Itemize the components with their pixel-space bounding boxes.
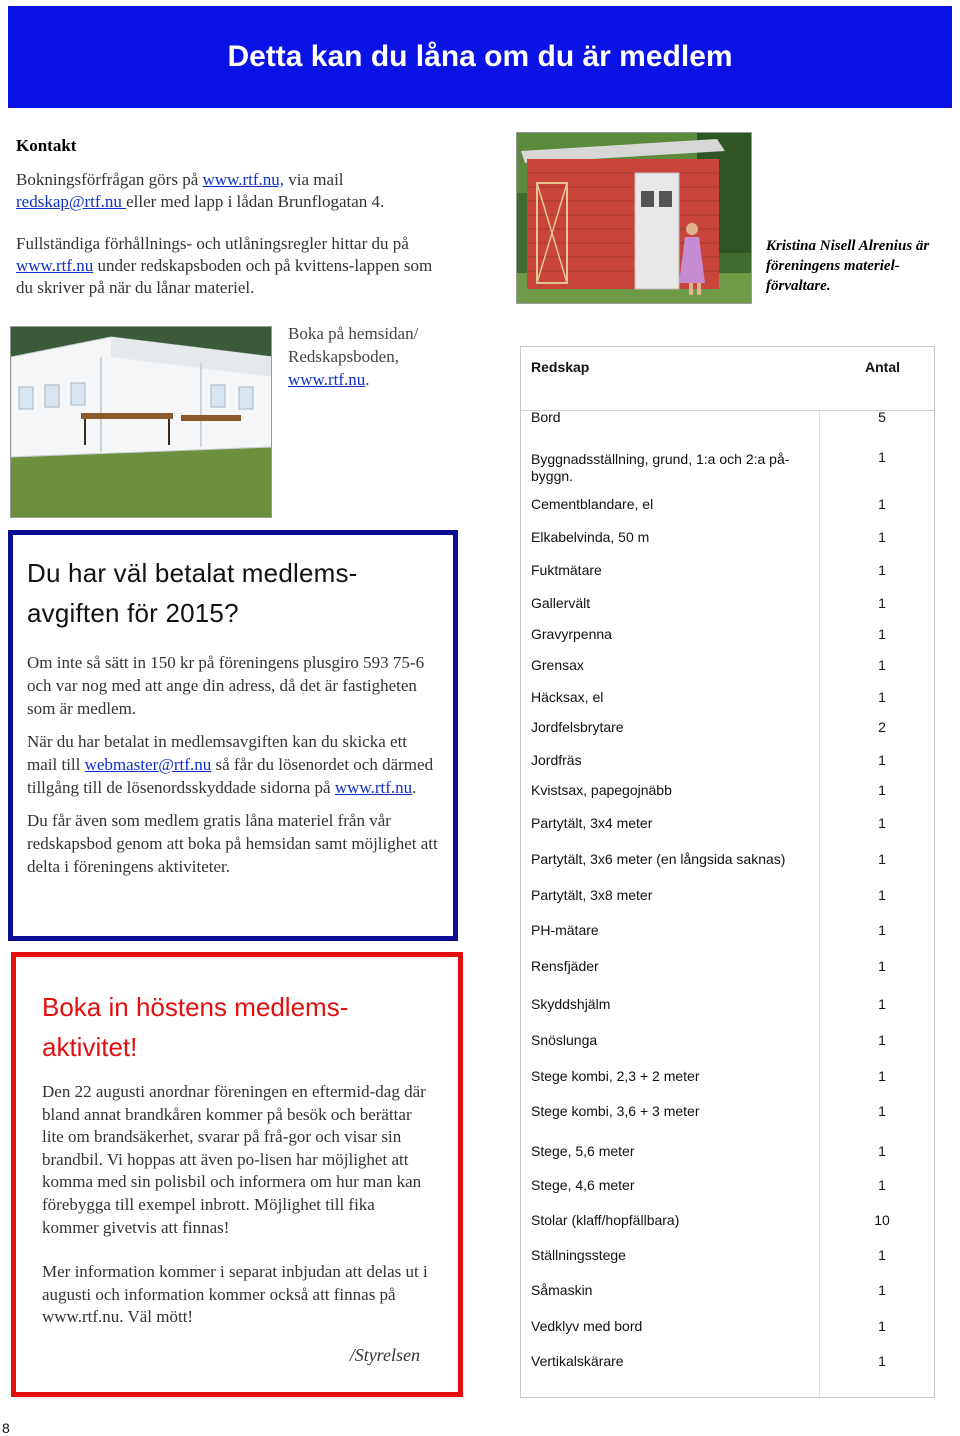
tool-name: Partytält, 3x4 meter [531, 815, 653, 831]
website-link[interactable]: www.rtf.nu [288, 370, 366, 389]
tool-name: Vedklyv med bord [531, 1318, 643, 1334]
website-link[interactable]: www.rtf.nu [16, 256, 94, 275]
tool-name: Skyddshjälm [531, 996, 611, 1012]
tool-quantity: 10 [874, 1212, 890, 1228]
tool-quantity: 1 [878, 752, 886, 768]
tool-quantity: 1 [878, 595, 886, 611]
tool-name: Partytält, 3x8 meter [531, 887, 653, 903]
tent-photo [10, 326, 272, 518]
tool-name: Stege kombi, 2,3 + 2 meter [531, 1068, 700, 1084]
tool-quantity: 5 [878, 409, 886, 425]
page-banner [8, 6, 952, 108]
website-link[interactable]: www.rtf.nu [334, 778, 413, 797]
contact-paragraph-rules [16, 233, 446, 299]
page-number: 8 [2, 1420, 10, 1436]
contact-text: eller med lapp i lådan Brunflogatan 4. [126, 192, 385, 211]
tool-quantity: 1 [878, 1247, 886, 1263]
tool-quantity: 1 [878, 562, 886, 578]
booking-note-line [288, 368, 488, 391]
membership-fee-paragraph: Du får även som medlem gratis låna materiel från vår redskapsbod genom att boka på hemsidan samt möjlighet att delta i föreningens aktiviteter. [27, 811, 438, 876]
tool-name: Bord [531, 409, 561, 425]
contact-text: Fullständiga förhållnings- och utlåningsregler hittar du på [16, 234, 409, 253]
tool-name: Ställningsstege [531, 1247, 626, 1263]
tool-name: Partytält, 3x6 meter (en långsida saknas) [531, 851, 786, 867]
tool-quantity: 1 [878, 996, 886, 1012]
column-header-item: Redskap [531, 359, 590, 375]
tool-quantity: 1 [878, 1143, 886, 1159]
tool-name: Fuktmätare [531, 562, 602, 578]
tool-name: Kvistsax, papegojnäbb [531, 782, 672, 798]
tool-quantity: 1 [878, 529, 886, 545]
autumn-activity-heading: Boka in höstens medlems-aktivitet! [42, 992, 349, 1062]
tool-quantity: 1 [878, 851, 886, 867]
tool-name: Grensax [531, 657, 584, 673]
autumn-activity-box [11, 952, 463, 1397]
tool-quantity: 1 [878, 782, 886, 798]
autumn-activity-paragraph: Den 22 augusti anordnar föreningen en eftermid-dag där bland annat brandkåren kommer på besök och berättar lite om brandsäkerhet, svarar på frå-gor och visar sin brandbil. Vi hoppas att även po-lisen har möjlighet att komma med sin polisbil och informera om hur man kan förebygga till exempel inbrott. Möjlighet till fika kommer givetvis att finnas! [42, 1082, 426, 1237]
contact-heading: Kontakt [16, 136, 77, 155]
photo-caption: Kristina Nisell Alrenius är föreningens materiel-förvaltare. [766, 238, 930, 294]
booking-note-line: Redskapsboden, [288, 347, 399, 366]
webmaster-email-link[interactable]: webmaster@rtf.nu [84, 755, 212, 774]
website-link[interactable]: www.rtf.nu, [202, 170, 285, 189]
booking-note-line: Boka på hemsidan/ [288, 324, 419, 343]
tool-quantity: 1 [878, 922, 886, 938]
tool-quantity: 1 [878, 815, 886, 831]
tool-name: Cementblandare, el [531, 496, 654, 512]
membership-text: . [412, 778, 417, 797]
tool-name: Jordfräs [531, 752, 582, 768]
tool-quantity: 1 [878, 958, 886, 974]
tool-name: Stolar (klaff/hopfällbara) [531, 1212, 680, 1228]
tool-quantity: 1 [878, 626, 886, 642]
booking-note-end: . [365, 370, 370, 389]
membership-text: så får du lösenordet och därmed tillgång till de lösenordsskyddade sidorna på [27, 755, 434, 797]
contact-section [16, 135, 446, 319]
contact-text: via mail [284, 170, 344, 189]
tool-quantity: 1 [878, 1103, 886, 1119]
tool-name: Stege kombi, 3,6 + 3 meter [531, 1103, 700, 1119]
tool-quantity: 2 [878, 719, 886, 735]
membership-fee-heading: Du har väl betalat medlems-avgiften för 2015? [27, 558, 358, 628]
tool-quantity: 1 [878, 1068, 886, 1084]
tool-quantity: 1 [878, 496, 886, 512]
tool-name: Stege, 5,6 meter [531, 1143, 635, 1159]
tool-quantity: 1 [878, 1032, 886, 1048]
tool-name: Gallervält [531, 595, 591, 611]
tool-table [520, 346, 935, 1398]
tool-name: Vertikalskärare [531, 1353, 624, 1369]
tool-quantity: 1 [878, 887, 886, 903]
tool-name: Rensfjäder [531, 958, 599, 974]
banner-title: Detta kan du låna om du är medlem [227, 40, 733, 73]
membership-text: När du har betalat in medlemsavgiften kan du skicka ett mail till [27, 732, 408, 774]
tool-quantity: 1 [878, 1177, 886, 1193]
table-header [521, 347, 934, 411]
contact-text: under redskapsboden och på kvittens-lappen som du skriver på när du lånar materiel. [16, 256, 433, 297]
column-header-qty: Antal [865, 359, 900, 375]
tool-name: Såmaskin [531, 1282, 593, 1298]
tool-name: Jordfelsbrytare [531, 719, 624, 735]
membership-fee-paragraph [27, 730, 439, 799]
email-link[interactable]: redskap@rtf.nu [16, 192, 127, 211]
tool-quantity: 1 [878, 689, 886, 705]
tool-quantity: 1 [878, 1318, 886, 1334]
tool-quantity: 1 [878, 1282, 886, 1298]
tool-name: Byggnadsställning, grund, 1:a och 2:a på-byggn. [531, 451, 790, 484]
tool-name: PH-mätare [531, 922, 599, 938]
contact-text: Bokningsförfrågan görs på [16, 170, 203, 189]
tool-name: Gravyrpenna [531, 626, 612, 642]
shed-photo [516, 132, 752, 304]
tool-name: Snöslunga [531, 1032, 598, 1048]
contact-paragraph-booking [16, 169, 446, 213]
tool-quantity: 1 [878, 1353, 886, 1369]
tool-quantity: 1 [878, 657, 886, 673]
booking-note [288, 322, 488, 391]
tool-quantity: 1 [878, 449, 886, 465]
signature: /Styrelsen [349, 1345, 420, 1365]
tool-name: Elkabelvinda, 50 m [531, 529, 650, 545]
membership-fee-paragraph: Om inte så sätt in 150 kr på föreningens plusgiro 593 75-6 och var nog med att ange din adress, då det är fastigheten som är medlem. [27, 653, 425, 718]
tool-name: Stege, 4,6 meter [531, 1177, 635, 1193]
autumn-activity-paragraph: Mer information kommer i separat inbjudan att delas ut i augusti och information kommer också att finnas på www.rtf.nu. Väl mött! [42, 1262, 428, 1327]
tool-name: Häcksax, el [531, 689, 604, 705]
membership-fee-box [8, 530, 458, 941]
